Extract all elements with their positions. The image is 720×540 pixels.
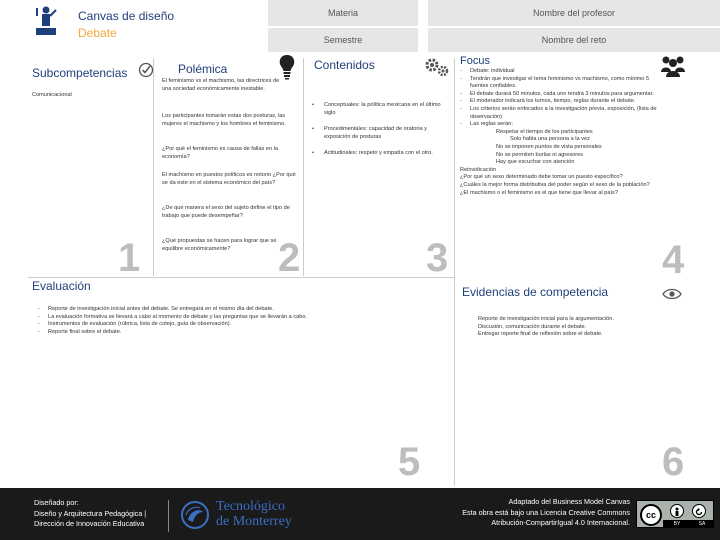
rule-item: Respetar el tiempo de los participantes (496, 128, 593, 135)
contenidos-list (312, 102, 452, 167)
divider (28, 277, 454, 278)
subcompetencia-item: Comunicacional (32, 92, 72, 98)
evaluacion-item: - Instrumentos de evaluación (rúbrica, lista de cotejo, guía de observación). (38, 321, 338, 329)
license-line: Atribución-CompartirIgual 4.0 Internacional. (491, 518, 630, 527)
evaluacion-title: Evaluación (32, 279, 91, 293)
semestre-field[interactable]: Semestre (268, 28, 418, 52)
tec-logo-text (216, 499, 292, 529)
section-number: 5 (398, 440, 421, 484)
evaluacion-item: - La evaluación formativa se llevará a cabo al momento de debate y las preguntas que se llevarán a cabo. (38, 314, 338, 322)
focus-item: - El moderador indicará los turnos, tiempo, reglas durante el debate. (460, 98, 660, 106)
credits-line: Diseñado por: (34, 498, 79, 507)
contenidos-title: Contenidos (314, 58, 375, 72)
focus-question: ¿Por qué un sexo determinado debe tomar un puesto específico? (460, 174, 623, 181)
tec-logo-line: de Monterrey (216, 514, 292, 529)
focus-item: - Los criterios serán enfocados a la investigación previa, exposición, (lista de observación) (460, 106, 660, 121)
focus-body (460, 68, 660, 197)
credits-line: Diseño y Arquitectura Pedagógica | (34, 508, 147, 518)
section-number: 4 (662, 238, 685, 282)
divider (153, 58, 154, 276)
section-number: 1 (118, 236, 141, 280)
footer-license (416, 497, 630, 529)
evaluacion-item: - Reporte final sobre el debate. (38, 329, 338, 337)
polemica-text-6: ¿Qué propuestas se hacen para lograr que se equilibre económicamente? (162, 238, 277, 252)
contenido-item: • Procedimentales: capacidad de oratoria y exposición de posturas (312, 126, 452, 141)
share-alike-icon (692, 504, 706, 518)
contenido-item: • Actitudinales: respeto y empatía con el otro. (312, 150, 452, 158)
section-number: 2 (278, 236, 301, 280)
focus-list (460, 68, 660, 129)
focus-item: - Tendrán que investigar el tema feminismo vs machismo, como mínimo 5 fuentes confiables. (460, 76, 660, 91)
focus-item: - El debate durará 50 minutos, cada uno tendrá 3 minutos para argumentar. (460, 91, 660, 99)
eye-icon (662, 287, 682, 299)
focus-item: - Las reglas serán: (460, 121, 660, 129)
gears-icon (424, 56, 450, 78)
checkmark-circle-icon (138, 62, 154, 78)
tec-logo-icon (180, 500, 210, 530)
polemica-text-3: ¿Por qué el feminismo es causa de fallas en la economía? (162, 146, 278, 160)
evidencia-item: Discusión, comunicación durante el debate. (478, 323, 587, 330)
focus-item: - Debate: individual (460, 68, 660, 76)
reinvidication-title: Reinvidicación (460, 166, 497, 173)
rule-item: Hay que escuchar con atención (496, 159, 575, 166)
reto-field[interactable]: Nombre del reto (428, 28, 720, 52)
focus-title: Focus (460, 55, 490, 67)
person-podium-icon (34, 6, 58, 36)
polemica-text-2: Los participantes tomarán estas dos posturas, las mujeres el machismo y los hombres el feminismo. (162, 113, 286, 127)
evidencia-item: Entregar reporte final de reflexión sobre el debate. (478, 331, 603, 338)
focus-question: ¿Cuáles la mejor forma distributiva del poder según el sexo de la población? (460, 181, 650, 188)
footer (0, 488, 720, 540)
section-number: 6 (662, 440, 685, 484)
license-line: Esta obra está bajo una Licencia Creative Commons (462, 507, 630, 517)
polemica-text-4: El machismo en puestos políticos es notorio ¿Por qué se da este en el sistema económico del país? (162, 172, 296, 186)
cc-icon: cc (640, 504, 662, 526)
polemica-text-1: El feminismo vs el machismo, las directrices de una sociedad económicamente inestable. (162, 78, 280, 92)
focus-question: ¿El machismo o el feminismo es el que tiene que llevar al país? (460, 189, 618, 196)
footer-separator (168, 500, 169, 532)
evidencias-title: Evidencias de competencia (462, 285, 609, 299)
sa-label: SA (691, 520, 713, 528)
polemica-title: Polémica (178, 62, 228, 76)
evidencia-item: Reporte de investigación inicial para la argumentación. (478, 316, 614, 322)
materia-field[interactable]: Materia (268, 0, 418, 26)
divider (454, 58, 455, 486)
rule-item: No se permiten burlas ni agresores (496, 151, 584, 158)
contenido-item: • Conceptuales: la política mexicana en el último siglo (312, 102, 452, 117)
credits-line: Dirección de Innovación Educativa (34, 519, 145, 528)
evaluacion-item: - Reporte de investigación inicial antes del debate. Se entregará en el mismo día del debate. (38, 306, 338, 314)
by-label: BY (663, 520, 691, 528)
divider (303, 58, 304, 276)
focus-rules (460, 129, 660, 167)
group-people-icon (660, 54, 686, 78)
attribution-icon (670, 504, 684, 518)
license-line: Adaptado del Business Model Canvas (508, 497, 630, 506)
profesor-field[interactable]: Nombre del profesor (428, 0, 720, 26)
rule-item: No se imponen puntos de vista personales (496, 143, 602, 150)
evidencias-body (478, 316, 628, 339)
tec-logo-line: Tecnológico (216, 499, 285, 514)
page-subtitle: Debate (78, 26, 117, 40)
evaluacion-list (38, 306, 338, 336)
footer-credits (34, 498, 146, 530)
cc-license-badge[interactable] (636, 500, 714, 528)
page-title: Canvas de diseño (78, 9, 175, 23)
rule-item: Solo habla una persona a la vez (510, 136, 590, 143)
lightbulb-icon (278, 54, 296, 80)
polemica-text-5: ¿De qué manera el sexo del sujeto define el tipo de trabajo que puede desempeñar? (162, 205, 290, 219)
section-number: 3 (426, 236, 449, 280)
subcompetencias-title: Subcompetencias (32, 66, 128, 80)
